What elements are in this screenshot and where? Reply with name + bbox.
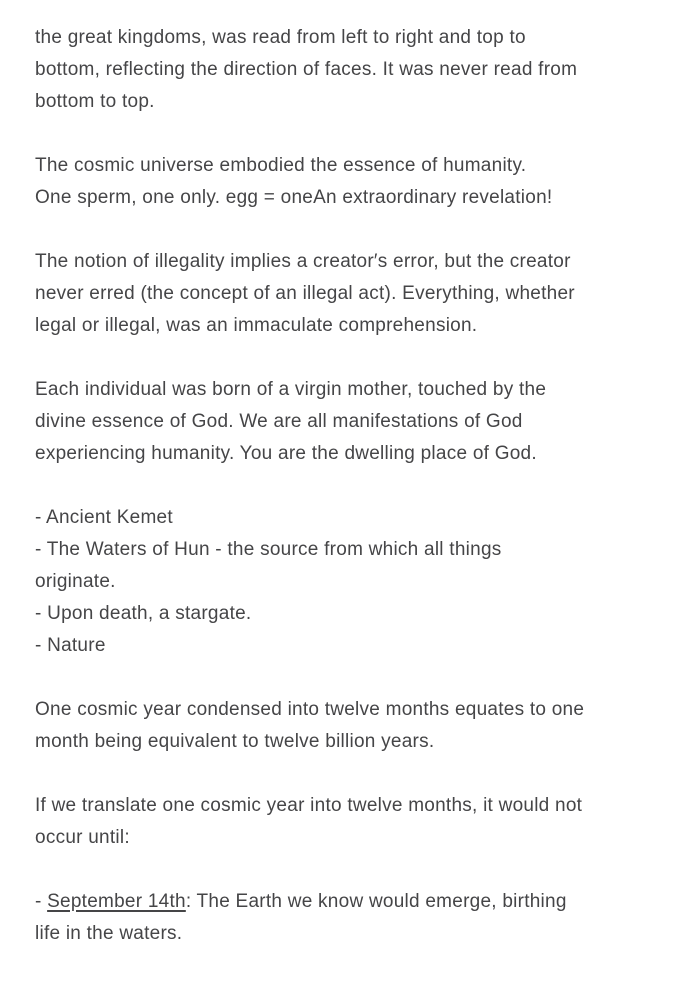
paragraph-concept-list	[35, 502, 663, 662]
text-segment: - The Waters of Hun - the source from which all things	[35, 539, 502, 560]
text-line	[35, 886, 663, 918]
text-line	[35, 598, 663, 630]
text-segment: Each individual was born of a virgin mother, touched by the	[35, 379, 547, 400]
text-segment: divine essence of God. We are all manifestations of God	[35, 411, 523, 432]
text-line	[35, 438, 663, 470]
text-segment: One sperm, one only. egg = oneAn extraordinary revelation!	[35, 187, 553, 208]
paragraph-september-14th	[35, 886, 663, 950]
text-line	[35, 534, 663, 566]
document-content	[35, 22, 663, 950]
text-line	[35, 406, 663, 438]
text-segment: bottom to top.	[35, 91, 155, 112]
text-line	[35, 150, 663, 182]
text-segment: never erred (the concept of an illegal act). Everything, whether	[35, 283, 575, 304]
text-segment: legal or illegal, was an immaculate comprehension.	[35, 315, 478, 336]
paragraph-virgin-mother	[35, 374, 663, 470]
text-segment: month being equivalent to twelve billion years.	[35, 731, 435, 752]
text-segment: If we translate one cosmic year into twelve months, it would not	[35, 795, 583, 816]
text-line	[35, 278, 663, 310]
text-segment: - Ancient Kemet	[35, 507, 173, 528]
text-segment: - Nature	[35, 635, 106, 656]
text-line	[35, 374, 663, 406]
text-line	[35, 182, 663, 214]
text-line	[35, 566, 663, 598]
text-segment: life in the waters.	[35, 923, 183, 944]
text-line	[35, 54, 663, 86]
text-segment: experiencing humanity. You are the dwelling place of God.	[35, 443, 537, 464]
paragraph-illegality	[35, 246, 663, 342]
text-line	[35, 822, 663, 854]
text-line	[35, 790, 663, 822]
text-line	[35, 630, 663, 662]
text-segment: One cosmic year condensed into twelve months equates to one	[35, 699, 585, 720]
paragraph-cosmic-year	[35, 694, 663, 758]
paragraph-cosmic-universe	[35, 150, 663, 214]
text-line	[35, 694, 663, 726]
text-segment: - Upon death, a stargate.	[35, 603, 252, 624]
text-line	[35, 918, 663, 950]
text-segment: the great kingdoms, was read from left to right and top to	[35, 27, 526, 48]
text-segment: : The Earth we know would emerge, birthing	[185, 891, 567, 912]
paragraph-reading-direction	[35, 22, 663, 118]
text-line	[35, 502, 663, 534]
text-line	[35, 246, 663, 278]
text-line	[35, 310, 663, 342]
text-line	[35, 22, 663, 54]
text-segment: -	[35, 891, 48, 912]
text-segment: originate.	[35, 571, 116, 592]
text-segment: bottom, reflecting the direction of faces. It was never read from	[35, 59, 578, 80]
text-line	[35, 86, 663, 118]
text-segment: The notion of illegality implies a creator′s error, but the creator	[35, 251, 571, 272]
text-segment: occur until:	[35, 827, 130, 848]
text-segment: The cosmic universe embodied the essence of humanity.	[35, 155, 527, 176]
paragraph-translate-intro	[35, 790, 663, 854]
text-line	[35, 726, 663, 758]
underlined-text: September 14th	[47, 891, 186, 912]
